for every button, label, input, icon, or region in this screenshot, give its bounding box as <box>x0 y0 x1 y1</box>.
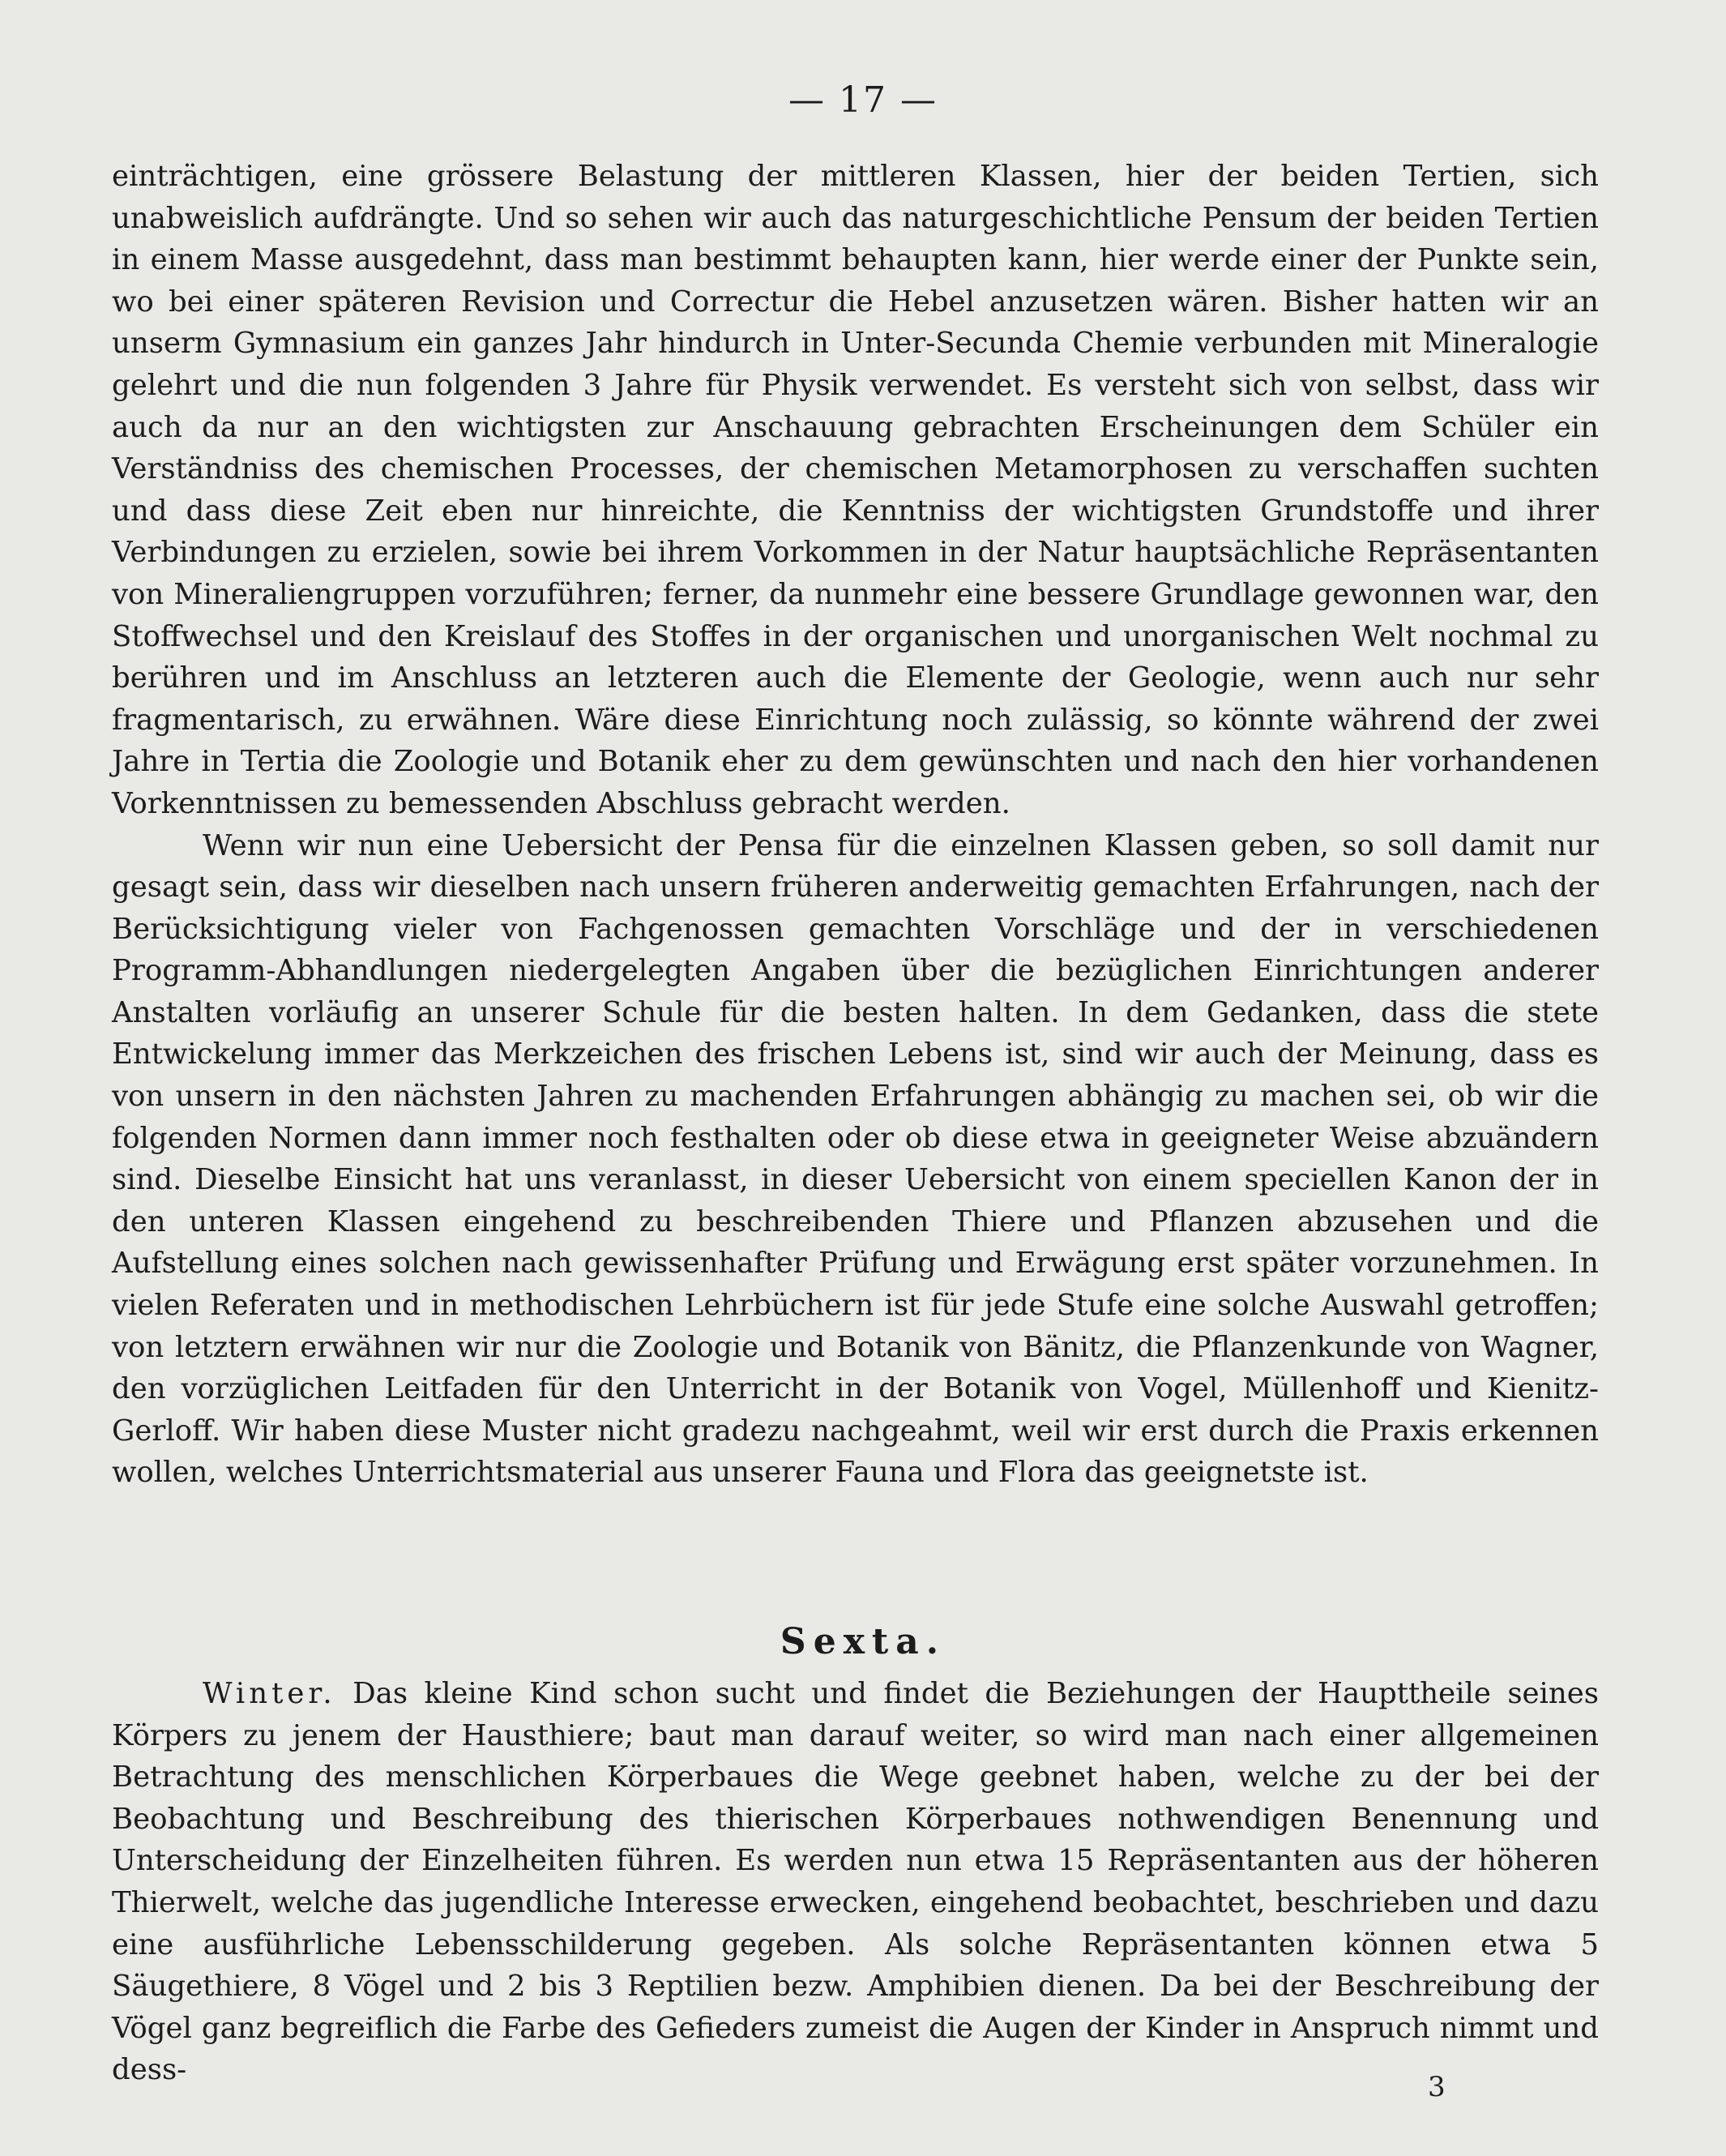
paragraph-sexta-text: Das kleine Kind schon sucht und findet die Beziehungen der Haupttheile seines Körpers zu jenem der Hausthiere; baut man darauf weiter, so wird man nach einer allgemeinen Betrachtung des menschlichen Körperbaues die Wege geebnet haben, welche zu der bei der Beobachtung und Beschreibung des thierischen Körperbaues nothwendigen Benennung und Unterscheidung der Einzelheiten führen. Es werden nun etwa 15 Repräsentanten aus der höheren Thierwelt, welche das jugendliche Interesse erwecken, eingehend beobachtet, beschrieben und dazu eine ausführliche Lebensschilderung gegeben. Als solche Repräsentanten können etwa 5 Säugethiere, 8 Vögel und 2 bis 3 Reptilien bezw. Amphibien dienen. Da bei der Beschreibung der Vögel ganz begreiflich die Farbe des Gefieders zumeist die Augen der Kinder in Anspruch nimmt und dess- <box>112 1677 1599 2087</box>
section-heading-sexta: Sexta. <box>780 1621 946 1662</box>
paragraph-sexta <box>112 1673 1599 2091</box>
page-number: — 17 — <box>788 79 938 121</box>
paragraph-1: einträchtigen, eine grössere Belastung der mittleren Klassen, hier der beiden Tertien, sich unabweislich aufdrängte. Und so sehen wir auch das naturgeschichtliche Pensum der beiden Tertien in einem Masse ausgedehnt, dass man bestimmt behaupten kann, hier werde einer der Punkte sein, wo bei einer späteren Revision und Correctur die Hebel anzusetzen wären. Bisher hatten wir an unserm Gymnasium ein ganzes Jahr hindurch in Unter-Secunda Chemie verbunden mit Mineralogie gelehrt und die nun folgenden 3 Jahre für Physik verwendet. Es versteht sich von selbst, dass wir auch da nur an den wichtigsten zur Anschauung gebrachten Erscheinungen dem Schüler ein Verständniss des chemischen Processes, der chemischen Metamorphosen zu verschaffen suchten und dass diese Zeit eben nur hinreichte, die Kenntniss der wichtigsten Grundstoffe und ihrer Verbindungen zu erzielen, sowie bei ihrem Vorkommen in der Natur hauptsächliche Repräsentanten von Mineraliengruppen vorzuführen; ferner, da nunmehr eine bessere Grundlage gewonnen war, den Stoffwechsel und den Kreislauf des Stoffes in der organischen und unorganischen Welt nochmal zu berühren und im Anschluss an letzteren auch die Elemente der Geologie, wenn auch nur sehr fragmentarisch, zu erwähnen. Wäre diese Einrichtung noch zulässig, so könnte während der zwei Jahre in Tertia die Zoologie und Botanik eher zu dem gewünschten und nach den hier vorhandenen Vorkenntnissen zu bemessenden Abschluss gebracht werden. <box>112 160 1599 820</box>
body-text <box>112 156 1599 1494</box>
signature-mark: 3 <box>1428 2071 1446 2103</box>
section-body <box>112 1673 1599 2091</box>
season-label: Winter. <box>203 1677 336 1710</box>
paragraph-2: Wenn wir nun eine Uebersicht der Pensa für die einzelnen Klassen geben, so soll damit nur gesagt sein, dass wir dieselben nach unsern früheren anderweitig gemachten Erfahrungen, nach der Berücksichtigung vieler von Fachgenossen gemachten Vorschläge und der in verschiedenen Programm-Abhandlungen niedergelegten Angaben über die bezüglichen Einrichtungen anderer Anstalten vorläufig an unserer Schule für die besten halten. In dem Gedanken, dass die stete Entwickelung immer das Merkzeichen des frischen Lebens ist, sind wir auch der Meinung, dass es von unsern in den nächsten Jahren zu machenden Erfahrungen abhängig zu machen sei, ob wir die folgenden Normen dann immer noch festhalten oder ob diese etwa in geeigneter Weise abzuändern sind. Dieselbe Einsicht hat uns veranlasst, in dieser Uebersicht von einem speciellen Kanon der in den unteren Klassen eingehend zu beschreibenden Thiere und Pflanzen abzusehen und die Aufstellung eines solchen nach gewissenhafter Prüfung und Erwägung erst später vorzunehmen. In vielen Referaten und in methodischen Lehrbüchern ist für jede Stufe eine solche Auswahl getroffen; von letztern erwähnen wir nur die Zoologie und Botanik von Bänitz, die Pflanzenkunde von Wagner, den vorzüglichen Leitfaden für den Unterricht in der Botanik von Vogel, Müllenhoff und Kienitz-Gerloff. Wir haben diese Muster nicht gradezu nachgeahmt, weil wir erst durch die Praxis erkennen wollen, welches Unterrichtsmaterial aus unserer Fauna und Flora das geeignetste ist. <box>112 828 1599 1490</box>
